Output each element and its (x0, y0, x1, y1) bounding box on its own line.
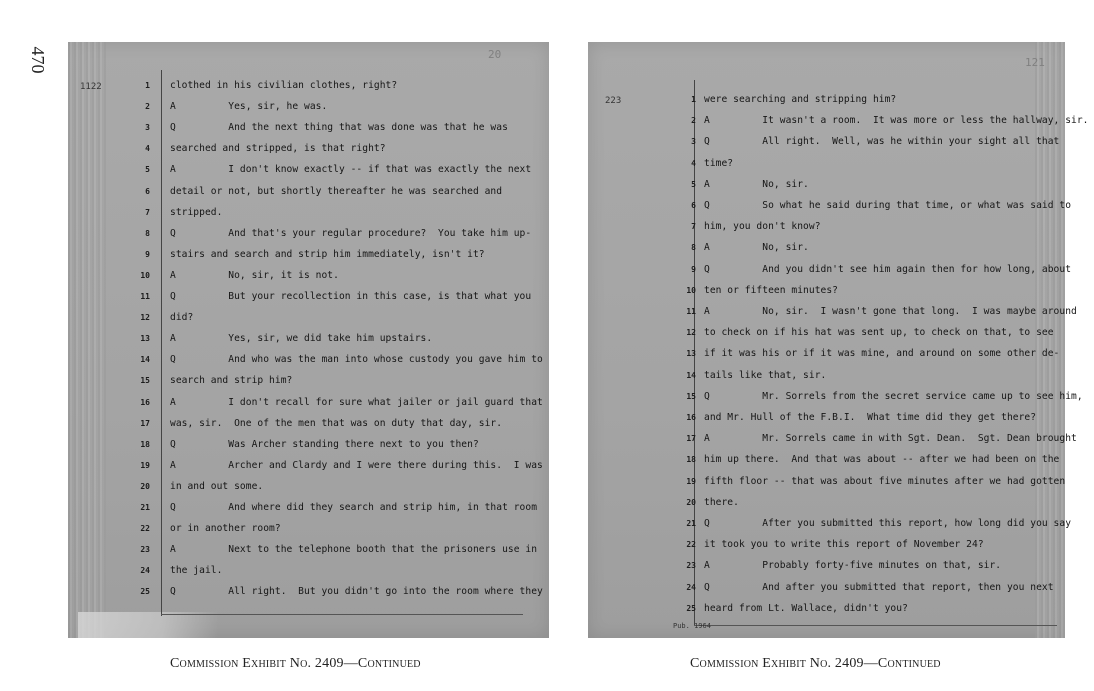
line-number: 24 (686, 582, 696, 592)
line-number: 9 (145, 249, 150, 259)
right-caption: Commission Exhibit No. 2409—Continued (690, 656, 941, 671)
line-number: 21 (140, 503, 150, 512)
transcript-line: was, sir. One of the men that was on duty that day, sir. (170, 417, 503, 429)
line-number: 10 (140, 270, 150, 280)
transcript-line: were searching and stripping him? (704, 94, 897, 105)
line-number: 1 (145, 81, 150, 90)
left-page-smudge (78, 612, 218, 638)
line-number: 13 (686, 349, 696, 359)
transcript-line: him up there. And that was about -- after we had been on the (704, 454, 1060, 466)
transcript-line: if it was his or if it was mine, and around on some other de- (704, 348, 1060, 360)
transcript-line: A No, sir, it is not. (170, 269, 339, 281)
transcript-line: tails like that, sir. (704, 369, 827, 381)
transcript-line: A No, sir. (704, 178, 809, 190)
transcript-line: A Yes, sir, we did take him upstairs. (170, 333, 433, 345)
transcript-line: there. (704, 496, 739, 508)
transcript-line: Q But your recollection in this case, is that what you (170, 291, 532, 302)
line-number: 25 (686, 603, 696, 613)
line-number: 12 (686, 328, 696, 338)
line-number: 20 (140, 481, 150, 491)
line-number: 8 (691, 243, 696, 253)
line-number: 7 (145, 207, 150, 217)
transcript-line: him, you don't know? (704, 221, 821, 233)
line-number: 13 (140, 334, 150, 344)
line-number: 23 (140, 545, 150, 555)
transcript-line: did? (170, 312, 194, 324)
line-number: 15 (686, 391, 696, 401)
line-number: 24 (140, 566, 150, 576)
line-number: 4 (145, 144, 150, 154)
transcript-line: Q And that's your regular procedure? You take him up- (170, 227, 532, 239)
transcript-line: A Mr. Sorrels came in with Sgt. Dean. Sgt. Dean brought (704, 433, 1077, 445)
line-number: 2 (145, 102, 150, 112)
transcript-line: Q Mr. Sorrels from the secret service came up to see him, (704, 390, 1083, 402)
left-page-edge (68, 42, 106, 638)
line-number: 3 (691, 137, 696, 147)
line-number: 17 (686, 434, 696, 444)
transcript-line: Q And after you submitted that report, then you next (704, 581, 1054, 593)
line-number: 25 (140, 587, 150, 597)
transcript-line: to check on if his hat was sent up, to check on that, to see (704, 327, 1054, 339)
right-bottom-rule (694, 625, 1057, 626)
transcript-line: A Yes, sir, he was. (170, 101, 328, 113)
line-number: 22 (140, 524, 150, 534)
transcript-line: detail or not, but shortly thereafter he was searched and (170, 185, 503, 197)
line-number: 11 (686, 307, 696, 316)
right-transcript-page (588, 42, 1089, 638)
line-number: 9 (691, 264, 696, 274)
line-number: 23 (686, 561, 696, 571)
line-number: 6 (145, 186, 150, 196)
line-number: 16 (686, 413, 696, 422)
line-number: 12 (140, 313, 150, 323)
left-bottom-rule (161, 614, 523, 615)
right-page-edge (1035, 42, 1065, 638)
transcript-line: Q All right. Well, was he within your sight all that (704, 136, 1060, 148)
transcript-line: time? (704, 157, 734, 169)
line-number: 10 (686, 285, 696, 295)
transcript-line: stairs and search and strip him immediately, isn't it? (170, 248, 485, 260)
transcript-line: Q After you submitted this report, how long did you say (704, 518, 1072, 529)
transcript-line: clothed in his civilian clothes, right? (170, 80, 398, 91)
transcript-line: and Mr. Hull of the F.B.I. What time did they get there? (704, 412, 1037, 423)
transcript-line: in and out some. (170, 480, 264, 492)
line-number: 1 (691, 95, 696, 104)
line-number: 15 (140, 376, 150, 386)
line-number: 7 (691, 222, 696, 232)
transcript-line: ten or fifteen minutes? (704, 284, 838, 296)
right-footer-text: Pub. 1964 (673, 622, 711, 630)
transcript-line: or in another room? (170, 523, 281, 535)
left-transcript-page (68, 42, 549, 638)
transcript-line: Q And who was the man into whose custody you gave him to (170, 354, 543, 366)
transcript-line: Q And the next thing that was done was that he was (170, 122, 508, 134)
transcript-line: Q And you didn't see him again then for how long, about (704, 263, 1072, 275)
line-number: 18 (140, 439, 150, 449)
left-margin-rule (161, 70, 162, 616)
line-number: 2 (691, 116, 696, 126)
transcript-line: heard from Lt. Wallace, didn't you? (704, 602, 908, 614)
transcript-line: stripped. (170, 206, 223, 218)
transcript-line: Q All right. But you didn't go into the room where they (170, 586, 543, 598)
line-number: 11 (140, 292, 150, 301)
transcript-line: A I don't recall for sure what jailer or jail guard that (170, 396, 543, 408)
line-number: 16 (140, 397, 150, 407)
transcript-line: A Archer and Clardy and I were there during this. I was (170, 459, 543, 471)
transcript-line: A It wasn't a room. It was more or less the hallway, sir. (704, 115, 1089, 127)
transcript-line: fifth floor -- that was about five minutes after we had gotten (704, 475, 1066, 487)
transcript-line: A No, sir. I wasn't gone that long. I was maybe around (704, 306, 1077, 317)
line-number: 5 (145, 165, 150, 175)
left-caption: Commission Exhibit No. 2409—Continued (170, 656, 421, 671)
line-number: 14 (140, 355, 150, 365)
transcript-line: A Next to the telephone booth that the prisoners use in (170, 544, 538, 556)
transcript-line: Q And where did they search and strip him, in that room (170, 502, 538, 513)
line-number: 6 (691, 201, 696, 210)
transcript-line: A No, sir. (704, 242, 809, 254)
line-number: 18 (686, 455, 696, 465)
transcript-line: the jail. (170, 565, 223, 577)
right-page-number: 121 (1025, 56, 1045, 69)
transcript-line: searched and stripped, is that right? (170, 143, 386, 155)
transcript-line: search and strip him? (170, 375, 293, 387)
line-number: 19 (140, 460, 150, 470)
right-page-code: 223 (605, 96, 622, 106)
transcript-line: Q So what he said during that time, or what was said to (704, 200, 1072, 211)
transcript-line: A I don't know exactly -- if that was exactly the next (170, 164, 532, 176)
line-number: 19 (686, 476, 696, 486)
left-page-code: 1122 (80, 82, 102, 92)
line-number: 22 (686, 540, 696, 550)
line-number: 21 (686, 519, 696, 528)
line-number: 5 (691, 179, 696, 189)
transcript-line: it took you to write this report of November 24? (704, 539, 984, 551)
left-page-number: 20 (488, 48, 502, 61)
line-number: 14 (686, 370, 696, 380)
transcript-line: Q Was Archer standing there next to you then? (170, 438, 479, 450)
line-number: 20 (686, 497, 696, 507)
side-page-number: 470 (28, 46, 49, 74)
line-number: 17 (140, 418, 150, 428)
line-number: 3 (145, 123, 150, 133)
line-number: 4 (691, 158, 696, 168)
line-number: 8 (145, 228, 150, 238)
transcript-line: A Probably forty-five minutes on that, sir. (704, 560, 1002, 572)
